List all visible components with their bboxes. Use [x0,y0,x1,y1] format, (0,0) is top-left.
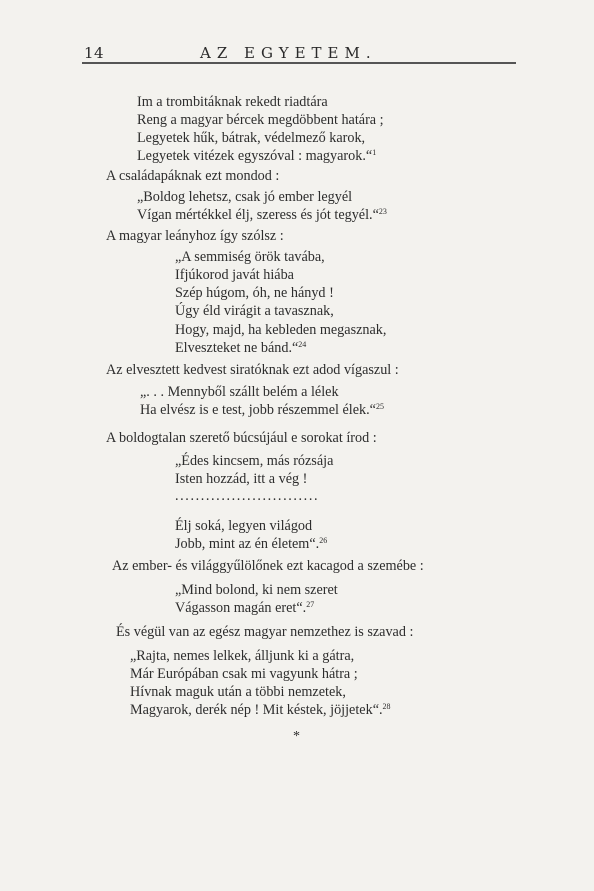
text-line: Az ember- és világgyűlölőnek ezt kacagod a szemébe : [112,558,424,574]
text-line: Elveszteket ne bánd.“$^{24}$ [175,340,307,356]
text-line: „Édes kincsem, más rózsája [175,453,334,469]
text-line: Vígan mértékkel élj, szeress és jót tegyél.“$^{23}$ [137,207,387,223]
text-line: És végül van az egész magyar nemzethez is szavad : [116,624,414,640]
text-line: „Mind bolond, ki nem szeret [175,582,338,598]
text-line: Legyetek vitézek egyszóval : magyarok.“$^1$ [137,148,377,164]
text-line: „Rajta, nemes lelkek, álljunk ki a gátra, [130,648,355,664]
text-line: „Boldog lehetsz, csak jó ember legyél [137,189,353,205]
text-line: Úgy éld virágit a tavasznak, [175,303,334,319]
text-line: Legyetek hűk, bátrak, védelmező karok, [137,130,366,146]
ellipsis-line: ............................ [175,488,320,504]
page-number: 14 [84,44,105,62]
text-line: „A semmiség örök tavába, [175,249,325,265]
text-line: Ifjúkorod javát hiába [175,267,294,283]
text-line: A boldogtalan szerető búcsújául e sorokat írod : [106,430,377,446]
text-line: A magyar leányhoz így szólsz : [106,228,284,244]
text-line: Isten hozzád, itt a vég ! [175,471,308,487]
text-line: Szép húgom, óh, ne hányd ! [175,285,334,301]
text-line: Reng a magyar bércek megdöbbent határa ; [137,112,384,128]
text-line: Hogy, majd, ha kebleden megasznak, [175,322,387,338]
header-rule [82,62,516,64]
text-line: Az elvesztett kedvest siratóknak ezt adod vígaszul : [106,362,399,378]
text-line: Magyarok, derék nép ! Mit késtek, jöjjetek“.$^{28}$ [130,702,391,718]
text-line: Hívnak maguk után a többi nemzetek, [130,684,346,700]
text-line: A családapáknak ezt mondod : [106,168,280,184]
text-line: Ha elvész is e test, jobb részemmel élek.“$^{25}$ [140,402,384,418]
section-ornament: * [293,729,300,744]
text-line: Vágasson magán eret“.$^{27}$ [175,600,315,616]
text-line: Im a trombitáknak rekedt riadtára [137,94,328,110]
text-line: „. . . Mennyből szállt belém a lélek [140,384,339,400]
text-line: Már Európában csak mi vagyunk hátra ; [130,666,358,682]
running-head: AZ EGYETEM. [200,44,377,62]
text-line: Jobb, mint az én életem“.$^{26}$ [175,536,328,552]
text-line: Élj soká, legyen világod [175,518,313,534]
